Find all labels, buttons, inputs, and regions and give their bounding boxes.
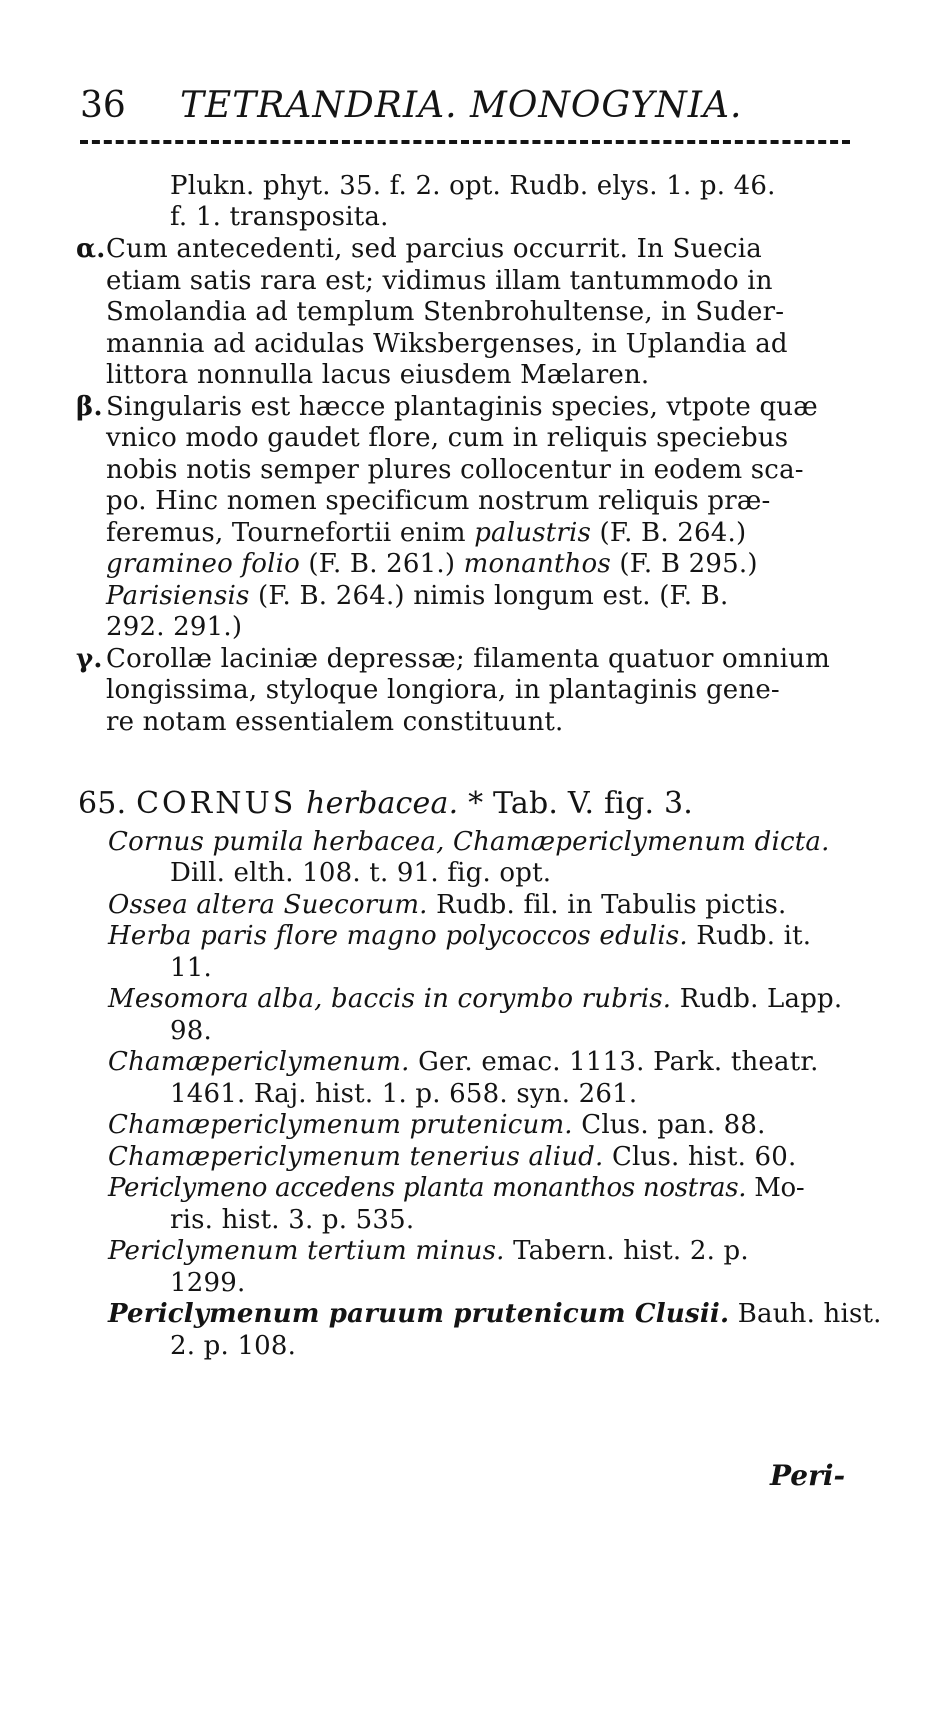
note-beta-marker: β. (76, 392, 103, 422)
note-alpha-line-2: etiam satis rara est; vidimus illam tantummodo in (106, 266, 773, 296)
note-beta-line-6: gramineo folio (F. B. 261.) monanthos (F. B 295.) (106, 549, 758, 579)
synonym-5-cont: 1461. Raj. hist. 1. p. 658. syn. 261. (170, 1079, 638, 1109)
synonym-3-cont: 11. (170, 953, 212, 983)
synonym-3: Herba paris flore magno polycoccos edulis. Rudb. it. (108, 921, 812, 951)
synonym-4: Mesomora alba, baccis in corymbo rubris. Rudb. Lapp. (108, 984, 843, 1014)
synonym-8-cont: ris. hist. 3. p. 535. (170, 1205, 415, 1235)
running-title: TETRANDRIA. MONOGYNIA. (180, 85, 743, 126)
header-rule (80, 140, 850, 144)
note-alpha-line-5: littora nonnulla lacus eiusdem Mælaren. (106, 360, 650, 390)
synonym-6: Chamæpericlymenum prutenicum. Clus. pan. 88. (108, 1110, 766, 1140)
note-beta-line-7: Parisiensis (F. B. 264.) nimis longum est. (F. B. (106, 581, 729, 611)
species-genus: CORNUS (136, 786, 297, 821)
note-gamma-line-2: longissima, styloque longiora, in plantaginis gene- (106, 675, 780, 705)
note-alpha-marker: α. (76, 234, 106, 264)
catchword: Peri- (770, 1459, 846, 1492)
note-beta-line-2: vnico modo gaudet flore, cum in reliquis speciebus (106, 423, 789, 453)
synonym-9: Periclymenum tertium minus. Tabern. hist. 2. p. (108, 1236, 749, 1266)
species-figure-ref: * Tab. V. fig. 3. (468, 786, 693, 821)
species-epithet: herbacea. (306, 786, 459, 821)
synonym-7: Chamæpericlymenum tenerius aliud. Clus. hist. 60. (108, 1142, 797, 1172)
note-beta-line-1: β. Singularis est hæcce plantaginis species, vtpote quæ (76, 392, 818, 422)
note-beta-line-4: po. Hinc nomen specificum nostrum reliquis præ- (106, 486, 771, 516)
note-gamma-line-3: re notam essentialem constituunt. (106, 707, 564, 737)
note-gamma-line-1: γ. Corollæ laciniæ depressæ; filamenta quatuor omnium (76, 644, 831, 674)
note-beta-line-3: nobis notis semper plures collocentur in eodem sca- (106, 455, 804, 485)
intro-line-1: Plukn. phyt. 35. f. 2. opt. Rudb. elys. 1. p. 46. (170, 171, 776, 201)
synonym-4-cont: 98. (170, 1016, 212, 1046)
note-alpha-line-3: Smolandia ad templum Stenbrohultense, in Suder- (106, 297, 785, 327)
page-header (80, 76, 860, 136)
note-gamma-marker: γ. (76, 644, 103, 674)
synonym-9-cont: 1299. (170, 1268, 246, 1298)
note-beta-line-8: 292. 291.) (106, 612, 243, 642)
synonym-2: Ossea altera Suecorum. Rudb. fil. in Tabulis pictis. (108, 890, 787, 920)
synonym-5: Chamæpericlymenum. Ger. emac. 1113. Park. theatr. (108, 1047, 819, 1077)
synonym-1: Cornus pumila herbacea, Chamæpericlymenum dicta. (108, 827, 830, 857)
note-alpha-line-1: α.Cum antecedenti, sed parcius occurrit. In Suecia (76, 234, 762, 264)
intro-line-2: f. 1. transposita. (170, 202, 389, 232)
species-number: 65. (78, 786, 127, 821)
page-number: 36 (80, 85, 126, 126)
note-alpha-line-4: mannia ad acidulas Wiksbergenses, in Uplandia ad (106, 329, 788, 359)
synonym-8: Periclymeno accedens planta monanthos nostras. Mo- (108, 1173, 805, 1203)
synonym-10: Periclymenum paruum prutenicum Clusii. Bauh. hist. (108, 1299, 882, 1329)
species-heading (78, 786, 693, 822)
note-beta-line-5: feremus, Tournefortii enim palustris (F. B. 264.) (106, 518, 747, 548)
synonym-1-cont: Dill. elth. 108. t. 91. fig. opt. (170, 858, 552, 888)
synonym-10-cont: 2. p. 108. (170, 1331, 297, 1361)
